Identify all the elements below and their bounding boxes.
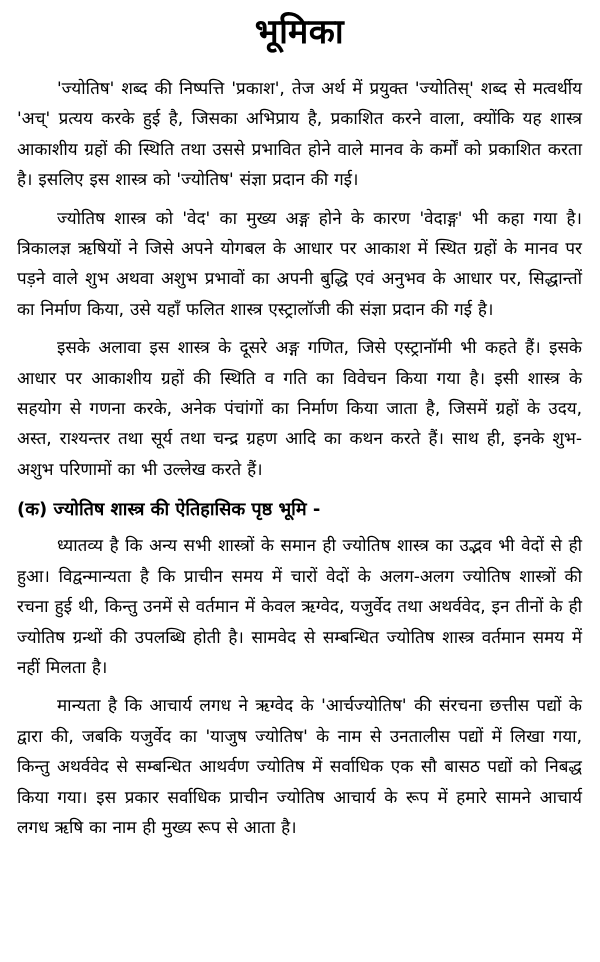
section-heading: (क) ज्योतिष शास्त्र की ऐतिहासिक पृष्ठ भूमि -: [17, 499, 321, 521]
page-title: भूमिका: [254, 12, 345, 52]
paragraph-vedanga: ज्योतिष शास्त्र को 'वेद' का मुख्य अङ्ग होने के कारण 'वेदाङ्ग' भी कहा गया है। त्रिकालज्ञ ऋषियों ने जिसे अपने योगबल के आधार पर आकाश में स्थित ग्रहों के मानव पर पड़ने वाले शुभ अथवा अशुभ प्रभावों का अपनी बुद्धि एवं अनुभव के आधार पर, सिद्धान्तों का निर्माण किया, उसे यहाँ फलित शास्त्र एस्ट्रालॉजी की संज्ञा प्रदान की गई है।: [17, 208, 582, 320]
paragraph-acharya-lagadh: मान्यता है कि आचार्य लगध ने ऋग्वेद के 'आर्चज्योतिष' की संरचना छत्तीस पद्यों के द्वारा की, जबकि यजुर्वेद का 'याजुष ज्योतिष' के नाम से उनतालीस पद्यों में लिखा गया, किन्तु अथर्ववेद से सम्बन्धित आथर्वण ज्योतिष में सर्वाधिक एक सौ बासठ पद्यों को निबद्ध किया गया। इस प्रकार सर्वाधिक प्राचीन ज्योतिष आचार्य के रूप में हमारे सामने आचार्य लगध ऋषि का नाम ही मुख्य रूप से आता है।: [17, 696, 582, 838]
paragraph-astronomy: इसके अलावा इस शास्त्र के दूसरे अङ्ग गणित, जिसे एस्ट्रानॉमी भी कहते हैं। इसके आधार पर आकाशीय ग्रहों की स्थिति व गति का विवेचन किया गया है। इसी शास्त्र के सहयोग से गणना करके, अनेक पंचांगों का निर्माण किया जाता है, जिसमें ग्रहों के उदय, अस्त, राश्यन्तर तथा सूर्य तथा चन्द्र ग्रहण आदि का कथन करते हैं। साथ ही, इनके शुभ-अशुभ परिणामों का भी उल्लेख करते हैं।: [17, 338, 582, 480]
paragraph-jyotish-etymology: 'ज्योतिष' शब्द की निष्पत्ति 'प्रकाश', तेज अर्थ में प्रयुक्त 'ज्योतिस्' शब्द से मत्वर्थीय 'अच्' प्रत्यय करके हुई है, जिसका अभिप्राय है, प्रकाशित करने वाला, क्योंकि यह शास्त्र आकाशीय ग्रहों की स्थिति तथा उससे प्रभावित होने वाले मानव के कर्मों को प्रकाशित करता है। इसलिए इस शास्त्र को 'ज्योतिष' संज्ञा प्रदान की गई।: [17, 79, 582, 191]
paragraph-vedic-origin: ध्यातव्य है कि अन्य सभी शास्त्रों के समान ही ज्योतिष शास्त्र का उद्भव भी वेदों से ही हुआ। विद्वन्मान्यता है कि प्राचीन समय में चारों वेदों के अलग-अलग ज्योतिष शास्त्रों की रचना हुई थी, किन्तु उनमें से वर्तमान में केवल ऋग्वेद, यजुर्वेद तथा अथर्ववेद, इन तीनों के ही ज्योतिष ग्रन्थों की उपलब्धि होती है। सामवेद से सम्बन्धित ज्योतिष शास्त्र वर्तमान समय में नहीं मिलता है।: [17, 536, 582, 678]
